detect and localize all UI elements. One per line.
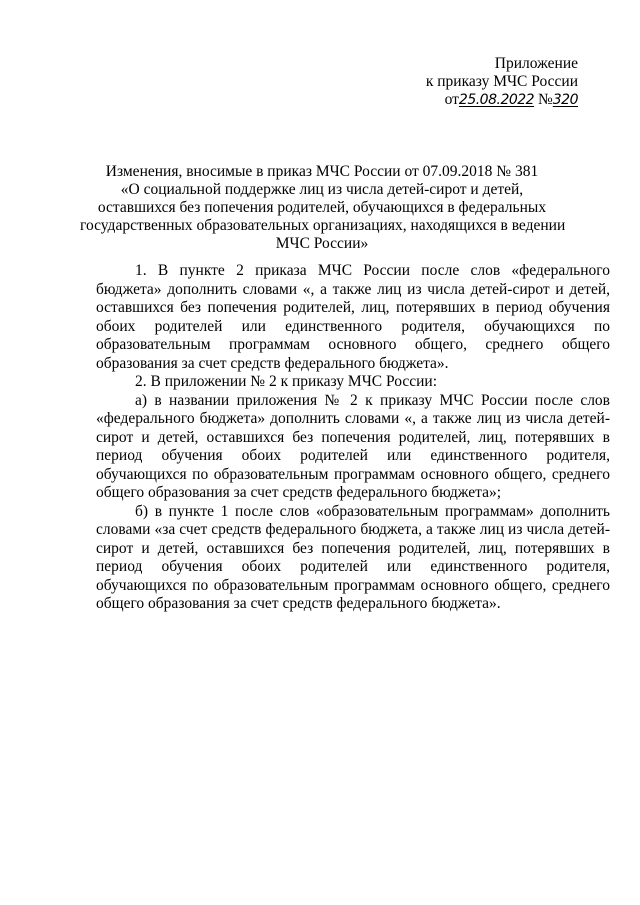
- handwritten-number: 320: [552, 92, 578, 108]
- title-line-2: «О социальной поддержке лиц из числа детей-сирот и детей,: [120, 181, 524, 198]
- title-line-5: МЧС России»: [275, 235, 369, 252]
- paragraph-1: 1. В пункте 2 приказа МЧС России после слов «федерального бюджета» дополнить словами «, а также лиц из числа детей-сирот и детей, оставшихся без попечения родителей, лиц, потерявших в период обучения обоих родителей или единственного родителя, обучающихся по образовательным программам основного общего, среднего общего образования за счет средств федерального бюджета».: [96, 262, 610, 372]
- document-title: [80, 163, 564, 253]
- handwritten-date: 25.08.2022: [458, 92, 535, 108]
- title-line-1: Изменения, вносимые в приказ МЧС России от 07.09.2018 № 381: [105, 163, 539, 180]
- appendix-label: Приложение: [494, 55, 578, 72]
- number-prefix: №: [537, 91, 553, 108]
- title-line-3: оставшихся без попечения родителей, обучающихся в федеральных: [97, 199, 547, 216]
- date-prefix: от: [444, 91, 459, 108]
- appendix-order-ref: к приказу МЧС России: [425, 73, 578, 90]
- appendix-header: [388, 55, 578, 109]
- document-body: [96, 262, 610, 614]
- paragraph-2: 2. В приложении № 2 к приказу МЧС России:: [135, 373, 438, 390]
- title-line-4: государственных образовательных организациях, находящихся в ведении: [80, 217, 566, 234]
- paragraph-2a: а) в названии приложения № 2 к приказу МЧС России после слов «федерального бюджета» дополнить словами «, а также лиц из числа детей-сирот и детей, оставшихся без попечения родителей, лиц, потерявших в период обучения обоих родителей или единственного родителя, обучающихся по образовательным программам основного общего, среднего общего образования за счет средств федерального бюджета»;: [96, 391, 610, 501]
- appendix-date-line: [388, 91, 578, 109]
- paragraph-2b: б) в пункте 1 после слов «образовательным программам» дополнить словами «за счет средств федерального бюджета, а также лиц из числа детей-сирот и детей, оставшихся без попечения родителей, лиц, потерявших в период обучения обоих родителей или единственного родителя, обучающихся по образовательным программам основного общего, среднего общего образования за счет средств федерального бюджета».: [96, 502, 610, 612]
